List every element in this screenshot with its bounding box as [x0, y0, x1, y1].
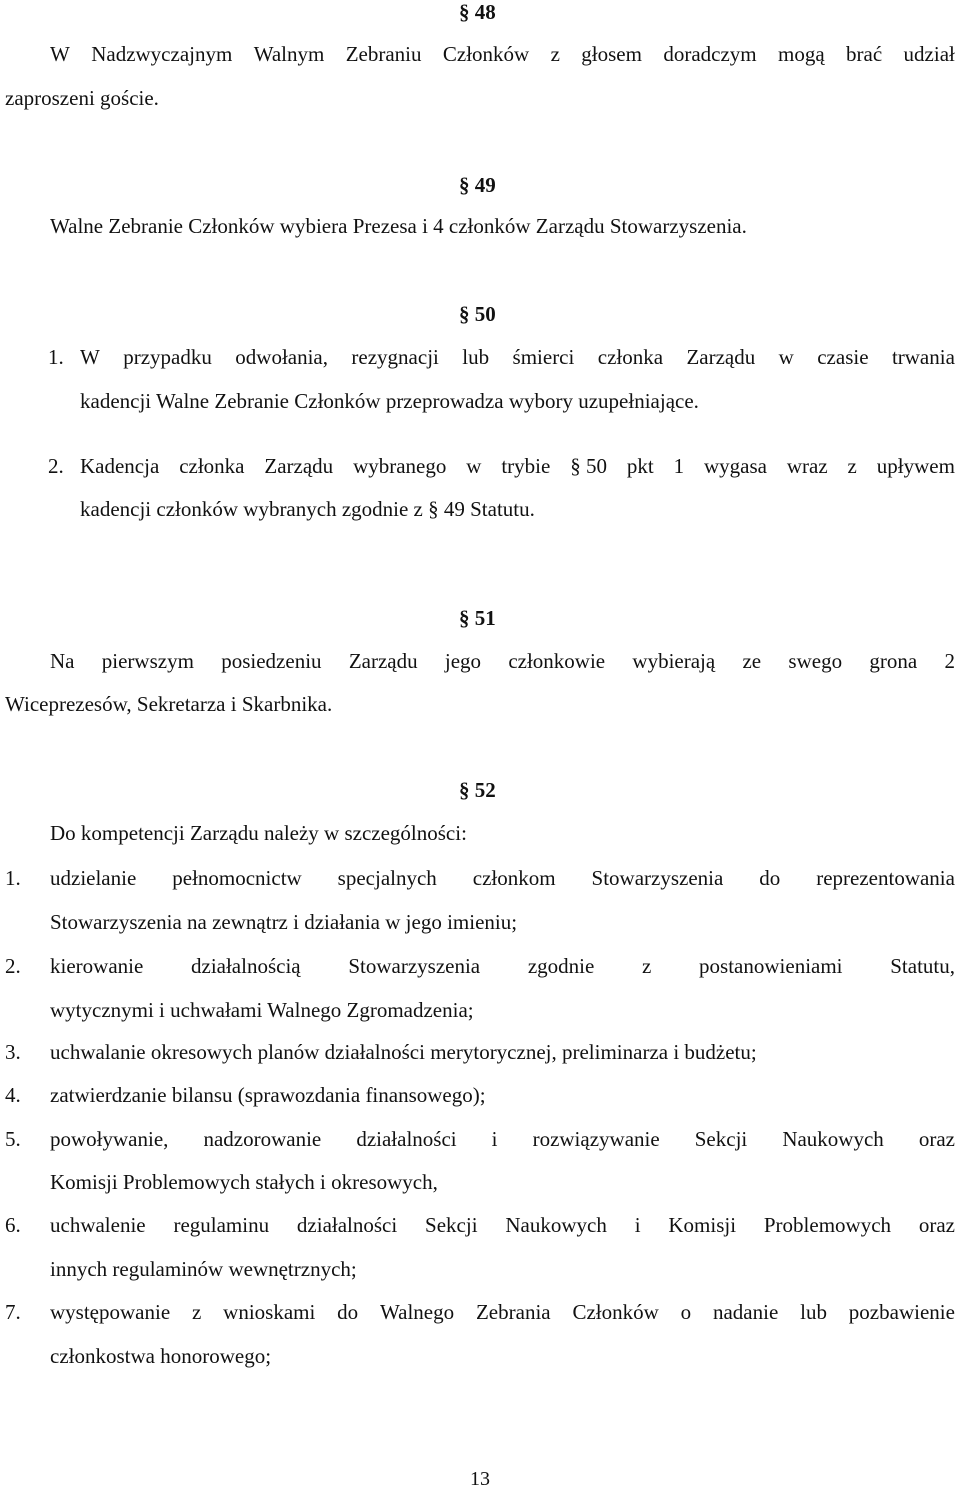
- word: specjalnych: [337, 866, 437, 890]
- word: odwołania,: [235, 345, 329, 369]
- word: postanowieniami: [699, 954, 843, 978]
- word: działalności: [296, 1213, 398, 1237]
- word: i: [634, 1213, 641, 1237]
- list-item-line2: wytycznymi i uchwałami Walnego Zgromadzenia;: [50, 998, 474, 1022]
- list-item-number: 7.: [5, 1300, 21, 1324]
- word: Zebraniu: [345, 42, 422, 66]
- section-48-heading: § 48: [459, 0, 496, 24]
- word: do: [337, 1300, 359, 1324]
- word: rozwiązywanie: [532, 1127, 660, 1151]
- list-item-line1: [50, 954, 955, 979]
- section-48-line1: [50, 42, 955, 67]
- word: trybie: [501, 454, 551, 478]
- word: wybranego: [353, 454, 447, 478]
- word: członkom: [472, 866, 556, 890]
- word: występowanie: [50, 1300, 171, 1324]
- word: Zebrania: [475, 1300, 551, 1324]
- section-52-intro: Do kompetencji Zarządu należy w szczególności:: [50, 821, 467, 845]
- word: działalności: [356, 1127, 457, 1151]
- word: wnioskami: [223, 1300, 316, 1324]
- list-item-line1: uchwalanie okresowych planów działalności merytorycznej, preliminarza i budżetu;: [50, 1040, 757, 1064]
- word: Zarządu: [686, 345, 756, 369]
- list-item-line2: Komisji Problemowych stałych i okresowych,: [50, 1170, 438, 1194]
- section-49-line1: Walne Zebranie Członków wybiera Prezesa i 4 członków Zarządu Stowarzyszenia.: [50, 214, 747, 238]
- word: swego: [788, 649, 843, 673]
- word: mogą: [778, 42, 825, 66]
- section-50-item1-line1: [80, 345, 955, 370]
- word: powoływanie,: [50, 1127, 169, 1151]
- word: ze: [742, 649, 762, 673]
- word: Sekcji: [694, 1127, 748, 1151]
- word: doradczym: [663, 42, 757, 66]
- word: nadzorowanie: [203, 1127, 322, 1151]
- list-item-line1: zatwierdzanie bilansu (sprawozdania finansowego);: [50, 1083, 486, 1107]
- word: rezygnacji: [351, 345, 439, 369]
- word: W: [50, 42, 70, 66]
- word: reprezentowania: [816, 866, 955, 890]
- list-item-number: 5.: [5, 1127, 21, 1151]
- word: nadanie: [712, 1300, 779, 1324]
- list-item-number: 4.: [5, 1083, 21, 1107]
- page-number: 13: [470, 1468, 490, 1490]
- word: Walnego: [380, 1300, 455, 1324]
- word: regulaminu: [173, 1213, 270, 1237]
- section-51-line1: [50, 649, 955, 674]
- word: śmierci: [512, 345, 575, 369]
- list-item-line1: [50, 1127, 955, 1152]
- section-48-line2: zaproszeni goście.: [5, 86, 159, 110]
- word: w: [466, 454, 482, 478]
- section-50-item1-number: 1.: [48, 345, 64, 369]
- word: pełnomocnictw: [172, 866, 302, 890]
- word: W: [80, 345, 100, 369]
- word: Kadencja: [80, 454, 160, 478]
- word: brać: [846, 42, 883, 66]
- word: z: [191, 1300, 202, 1324]
- word: Nadzwyczajnym: [91, 42, 233, 66]
- word: członkowie: [508, 649, 606, 673]
- word: Sekcji: [425, 1213, 478, 1237]
- section-51-line2: Wiceprezesów, Sekretarza i Skarbnika.: [5, 692, 333, 716]
- list-item-line1: [50, 1213, 955, 1238]
- word: pierwszym: [101, 649, 194, 673]
- word: oraz: [918, 1127, 955, 1151]
- section-52-heading: § 52: [459, 778, 496, 802]
- section-50-item2-line1: [80, 454, 955, 479]
- word: z: [642, 954, 652, 978]
- word: jego: [444, 649, 482, 673]
- word: przypadku: [123, 345, 212, 369]
- word: wygasa: [703, 454, 767, 478]
- word: głosem: [581, 42, 642, 66]
- word: 2: [944, 649, 955, 673]
- word: i: [491, 1127, 498, 1151]
- word: Członków: [572, 1300, 659, 1324]
- list-item-line2: innych regulaminów wewnętrznych;: [50, 1257, 357, 1281]
- section-51-heading: § 51: [459, 606, 496, 630]
- word: Problemowych: [763, 1213, 892, 1237]
- word: Zarządu: [348, 649, 418, 673]
- list-item-line2: Stowarzyszenia na zewnątrz i działania w jego imieniu;: [50, 910, 518, 934]
- word: lub: [462, 345, 490, 369]
- section-50-item1-line2: kadencji Walne Zebranie Członków przeprowadza wybory uzupełniające.: [80, 389, 699, 413]
- word: Naukowych: [782, 1127, 884, 1151]
- word: Stowarzyszenia: [348, 954, 481, 978]
- list-item-number: 2.: [5, 954, 21, 978]
- word: z: [847, 454, 857, 478]
- list-item-number: 6.: [5, 1213, 21, 1237]
- word: pkt: [626, 454, 654, 478]
- word: członka: [179, 454, 245, 478]
- word: w: [778, 345, 794, 369]
- word: trwania: [891, 345, 955, 369]
- word: 1: [673, 454, 685, 478]
- word: działalnością: [191, 954, 301, 978]
- word: udział: [903, 42, 955, 66]
- word: kierowanie: [50, 954, 144, 978]
- word: upływem: [876, 454, 955, 478]
- word: Na: [50, 649, 75, 673]
- section-50-item2-line2: kadencji członków wybranych zgodnie z § 49 Statutu.: [80, 497, 535, 521]
- list-item-line1: [50, 866, 955, 891]
- list-item-number: 3.: [5, 1040, 21, 1064]
- word: uchwalenie: [50, 1213, 146, 1237]
- word: lub: [800, 1300, 827, 1324]
- word: czasie: [817, 345, 869, 369]
- word: Zarządu: [264, 454, 334, 478]
- word: członka: [597, 345, 664, 369]
- word: udzielanie: [50, 866, 137, 890]
- word: Statutu,: [890, 954, 955, 978]
- word: Walnym: [253, 42, 325, 66]
- list-item-number: 1.: [5, 866, 21, 890]
- word: o: [680, 1300, 692, 1324]
- word: Stowarzyszenia: [591, 866, 724, 890]
- word: z: [550, 42, 560, 66]
- section-50-item2-number: 2.: [48, 454, 64, 478]
- word: zgodnie: [527, 954, 595, 978]
- word: Naukowych: [505, 1213, 607, 1237]
- section-50-heading: § 50: [459, 302, 496, 326]
- word: § 50: [570, 454, 607, 478]
- word: pozbawienie: [848, 1300, 955, 1324]
- word: wraz: [786, 454, 828, 478]
- word: oraz: [918, 1213, 955, 1237]
- word: Komisji: [668, 1213, 737, 1237]
- section-49-heading: § 49: [459, 173, 496, 197]
- list-item-line2: członkostwa honorowego;: [50, 1344, 272, 1368]
- word: posiedzeniu: [221, 649, 322, 673]
- word: do: [759, 866, 781, 890]
- word: grona: [869, 649, 918, 673]
- word: wybierają: [632, 649, 716, 673]
- word: Członków: [442, 42, 530, 66]
- list-item-line1: [50, 1300, 955, 1325]
